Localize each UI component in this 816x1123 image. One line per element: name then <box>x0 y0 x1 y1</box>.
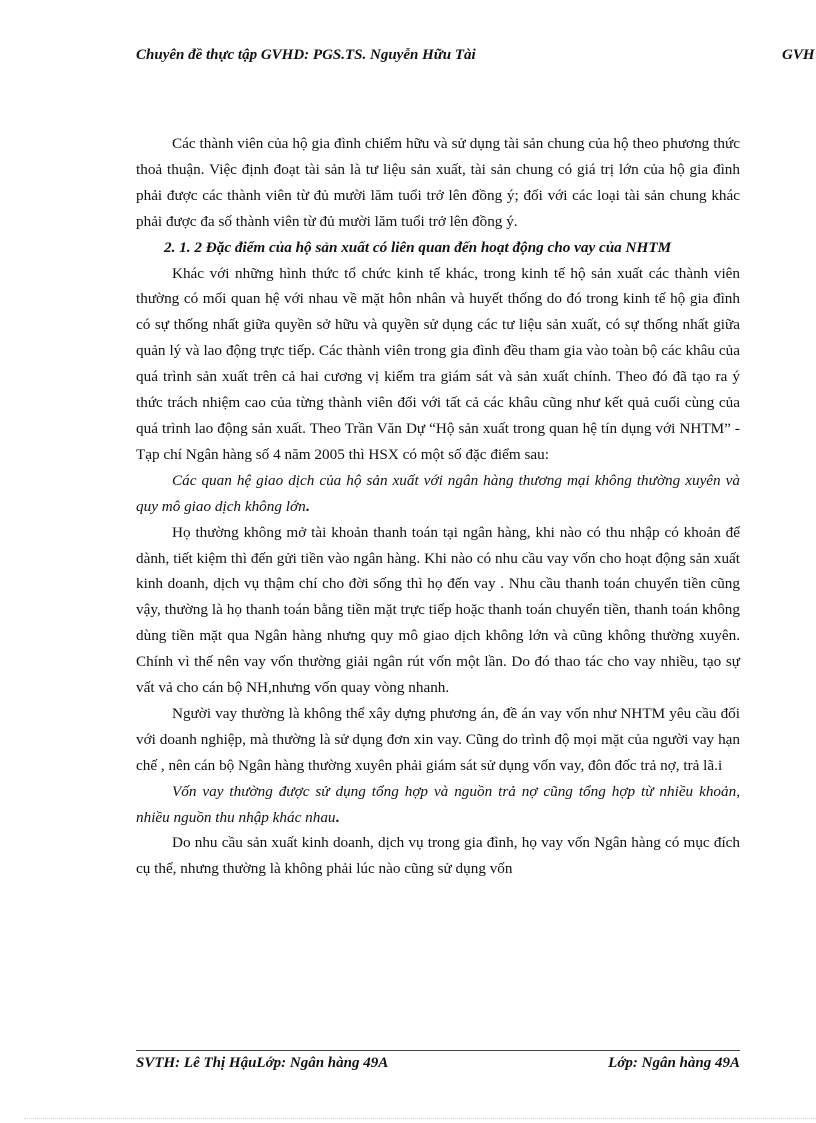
italic-point-loan-use <box>136 779 740 831</box>
paragraph-borrowers: Người vay thường là không thể xây dựng phương án, đề án vay vốn như NHTM yêu cầu đối với doanh nghiệp, mà thường là sử dụng đơn xin vay. Cũng do trình độ mọi mặt của người vay hạn chế , nên cán bộ Ngân hàng thường xuyên phải giám sát sử dụng vốn vay, đôn đốc trả nợ, trả lã.i <box>136 704 740 774</box>
italic-point-transactions-text: Các quan hệ giao dịch của hộ sản xuất với ngân hàng thương mại không thường xuyên và quy mô giao dịch không lớn <box>136 471 740 515</box>
document-body <box>136 131 740 882</box>
section-heading: 2. 1. 2 Đặc điểm của hộ sản xuất có liên quan đến hoạt động cho vay của NHTM <box>164 238 672 256</box>
italic-point-loan-use-period: . <box>335 808 340 826</box>
footer-divider <box>136 1050 740 1051</box>
page-footer <box>136 1055 740 1079</box>
italic-point-transactions-period: . <box>305 497 310 515</box>
footer-class: Lớp: Ngân hàng 49A <box>608 1055 740 1071</box>
page-bottom-edge <box>24 1118 816 1119</box>
header-title: Chuyên đề thực tập GVHD: PGS.TS. Nguyễn Hữu Tài <box>136 47 476 63</box>
italic-point-transactions <box>136 468 740 520</box>
footer-student: SVTH: Lê Thị HậuLớp: Ngân hàng 49A <box>136 1055 389 1071</box>
paragraph-characteristics: Khác với những hình thức tổ chức kinh tế khác, trong kinh tế hộ sản xuất các thành viên thường có mối quan hệ với nhau về mặt hôn nhân và huyết thống do đó trong kinh tế hộ gia đình có sự thống nhất giữa quyền sở hữu và quyền sử dụng các tư liệu sản xuất, có sự thống nhất giữa quản lý và lao động trực tiếp. Các thành viên trong gia đình đều tham gia vào toàn bộ các khâu của quá trình sản xuất trên cả hai cương vị kiểm tra giám sát và sản xuất chính. Theo đó đã tạo ra ý thức trách nhiệm cao của từng thành viên đối với tất cả các khâu cũng như kết quả cuối cùng của quá trình lao động sản xuất. Theo Trần Văn Dự “Hộ sản xuất trong quan hệ tín dụng với NHTM” - Tạp chí Ngân hàng số 4 năm 2005 thì HSX có một số đặc điểm sau: <box>136 264 740 463</box>
paragraph-needs: Do nhu cầu sản xuất kinh doanh, dịch vụ trong gia đình, họ vay vốn Ngân hàng có mục đích cụ thể, nhưng thường là không phải lúc nào cũng sử dụng vốn <box>136 834 740 878</box>
header-right-text: GVH <box>782 47 815 63</box>
paragraph-accounts: Họ thường không mở tài khoản thanh toán tại ngân hàng, khi nào có thu nhập có khoản để dành, tiết kiệm thì đến gửi tiền vào ngân hàng. Khi nào có nhu cầu vay vốn cho hoạt động sản xuất kinh doanh, dịch vụ thậm chí cho đời sống thì họ đến vay . Nhu cầu thanh toán chuyển tiền cũng vậy, thường là họ thanh toán bằng tiền mặt trực tiếp hoặc thanh toán chuyển tiền, thanh toán không dùng tiền mặt qua Ngân hàng nhưng quy mô giao dịch không lớn và cũng không thường xuyên. Chính vì thế nên vay vốn thường giải ngân rút vốn một lần. Do đó thao tác cho vay nhiều, tạo sự vất vả cho cán bộ NH,nhưng vốn quay vòng nhanh. <box>136 523 740 697</box>
italic-point-loan-use-text: Vốn vay thường được sử dụng tổng hợp và nguồn trả nợ cũng tổng hợp từ nhiều khoản, nhiều nguồn thu nhập khác nhau <box>136 782 740 826</box>
paragraph-assets: Các thành viên của hộ gia đình chiếm hữu và sử dụng tài sản chung của hộ theo phương thức thoả thuận. Việc định đoạt tài sản là tư liệu sản xuất, tài sản chung có giá trị lớn của hộ gia đình phải được các thành viên từ đủ mười lăm tuổi trở lên đồng ý; đối với các loại tài sản chung khác phải được đa số thành viên từ đủ mười lăm tuổi trở lên đồng ý. <box>136 135 740 230</box>
page-header <box>136 47 816 71</box>
